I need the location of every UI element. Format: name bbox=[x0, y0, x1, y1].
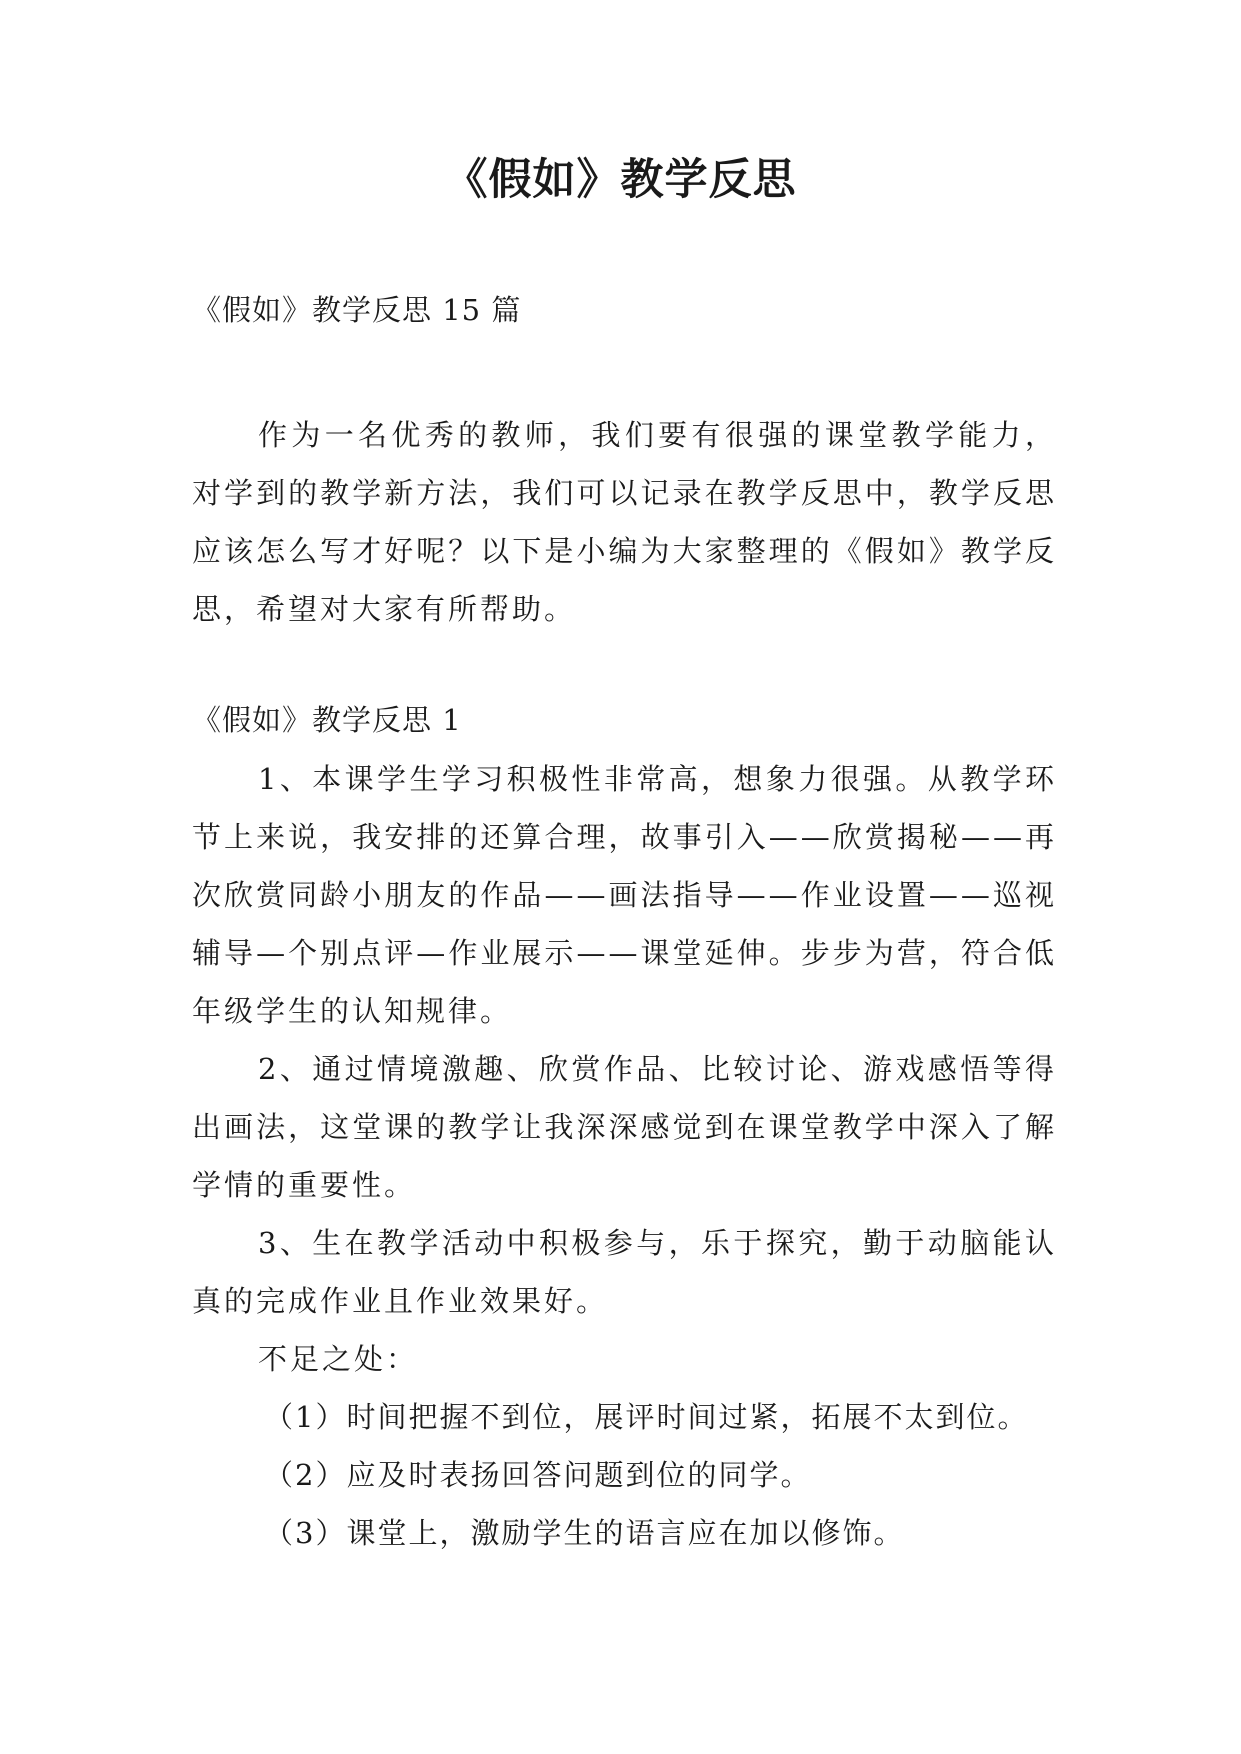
shortcoming-item-1: （1）时间把握不到位，展评时间过紧，拓展不太到位。 bbox=[264, 1400, 1029, 1434]
page-title: 《假如》教学反思 bbox=[444, 155, 797, 205]
paragraph-3: 3、生在教学活动中积极参与，乐于探究，勤于动脑能认真的完成作业且作业效果好。 bbox=[192, 1226, 1057, 1318]
section-content bbox=[192, 750, 1057, 1562]
intro-paragraph: 作为一名优秀的教师，我们要有很强的课堂教学能力，对学到的教学新方法，我们可以记录在教学反思中，教学反思应该怎么写才好呢？以下是小编为大家整理的《假如》教学反思，希望对大家有所帮助。 bbox=[192, 418, 1057, 626]
shortcomings-heading: 不足之处： bbox=[258, 1342, 419, 1376]
paragraph-2: 2、通过情境激趣、欣赏作品、比较讨论、游戏感悟等得出画法，这堂课的教学让我深深感觉到在课堂教学中深入了解学情的重要性。 bbox=[192, 1052, 1057, 1202]
shortcoming-item-2: （2）应及时表扬回答问题到位的同学。 bbox=[264, 1458, 812, 1492]
paragraph-1: 1、本课学生学习积极性非常高，想象力很强。从教学环节上来说，我安排的还算合理，故事引入——欣赏揭秘——再次欣赏同龄小朋友的作品——画法指导——作业设置——巡视辅导—个别点评—作业展示——课堂延伸。步步为营，符合低年级学生的认知规律。 bbox=[192, 762, 1057, 1028]
document-subtitle: 《假如》教学反思 15 篇 bbox=[192, 293, 522, 327]
section-heading: 《假如》教学反思 1 bbox=[192, 703, 462, 737]
shortcoming-item-3: （3）课堂上，激励学生的语言应在加以修饰。 bbox=[264, 1516, 905, 1550]
